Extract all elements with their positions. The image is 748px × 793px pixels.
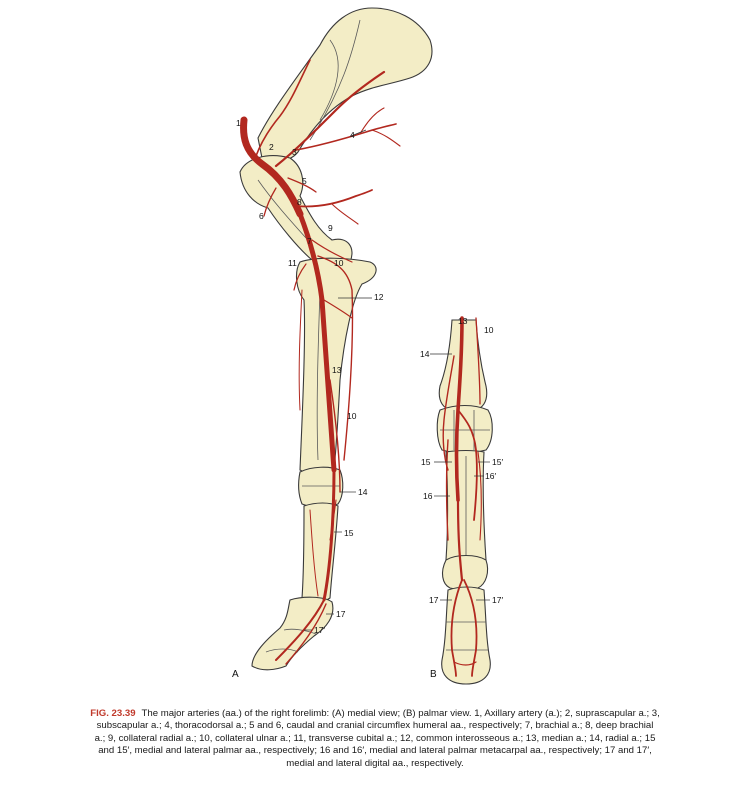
label-2: 2 bbox=[269, 142, 274, 152]
label-9: 9 bbox=[328, 223, 333, 233]
label-b-17: 17 bbox=[429, 595, 439, 605]
label-1: 1 bbox=[236, 118, 241, 128]
panel-label-a: A bbox=[232, 669, 239, 680]
label-b-14: 14 bbox=[420, 349, 430, 359]
label-17: 17 bbox=[336, 609, 346, 619]
label-b-16: 16 bbox=[423, 491, 433, 501]
figure-caption bbox=[90, 708, 660, 770]
label-4: 4 bbox=[350, 130, 355, 140]
label-10-upper: 10 bbox=[334, 258, 344, 268]
label-17-prime: 17′ bbox=[314, 625, 326, 635]
panel-label-b: B bbox=[430, 669, 437, 680]
label-11: 11 bbox=[288, 258, 297, 268]
label-b-17-prime: 17′ bbox=[492, 595, 504, 605]
label-12: 12 bbox=[374, 292, 384, 302]
caption-text: The major arteries (aa.) of the right forelimb: (A) medial view; (B) palmar view. 1, Axillary artery (a.); 2, suprascapular a.; 3, subscapular a.; 4, thoracodorsal a.; 5 and 6, caudal and cranial circumflex humeral aa., respectively; 7, brachial a.; 8, deep brachial a.; 9, collateral radial a.; 10, collateral ulnar a.; 11, transverse cubital a.; 12, common interosseous a.; 13, median a.; 14, radial a.; 15 and 15′, medial and lateral palmar aa., respectively; 16 and 16′, medial and lateral palmar metacarpal aa., respectively; 17 and 17′, medial and lateral digital aa., respectively. bbox=[94, 708, 660, 769]
label-b-15: 15 bbox=[421, 457, 431, 467]
label-8: 8 bbox=[297, 197, 302, 207]
label-5: 5 bbox=[302, 176, 307, 186]
fetlock-b bbox=[443, 556, 488, 590]
label-b-10: 10 bbox=[484, 325, 494, 335]
label-10-lower: 10 bbox=[347, 411, 357, 421]
label-13: 13 bbox=[332, 365, 342, 375]
label-15: 15 bbox=[344, 528, 354, 538]
digit-b bbox=[442, 587, 491, 684]
panel-b-palmar-view bbox=[420, 316, 503, 684]
figure-number: FIG. 23.39 bbox=[90, 708, 136, 719]
label-7: 7 bbox=[307, 236, 312, 246]
label-b-13: 13 bbox=[458, 316, 468, 326]
panel-a-medial-view bbox=[232, 8, 432, 680]
label-14: 14 bbox=[358, 487, 368, 497]
label-6: 6 bbox=[259, 211, 264, 221]
label-3: 3 bbox=[292, 147, 297, 157]
label-b-16-prime: 16′ bbox=[485, 471, 497, 481]
label-b-15-prime: 15′ bbox=[492, 457, 504, 467]
